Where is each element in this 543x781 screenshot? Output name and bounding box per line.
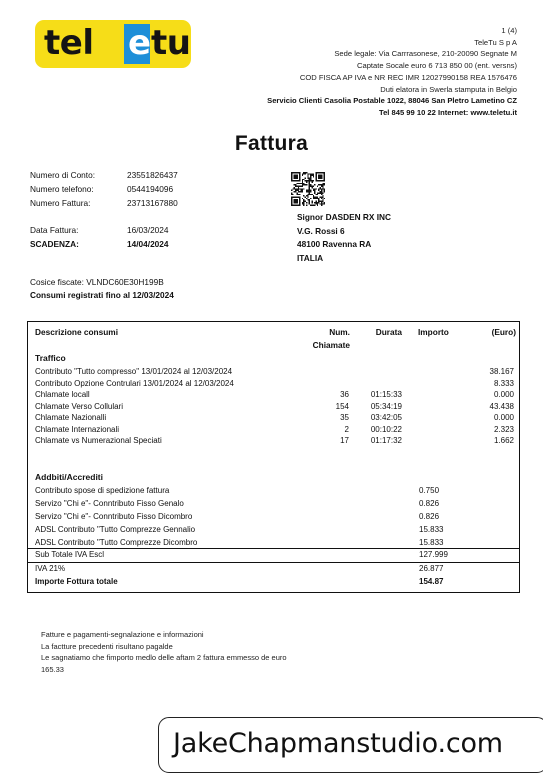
header-description: Descrizione consumi [35, 327, 118, 337]
row-description: Contributo spose di spedizione fattura [35, 486, 170, 495]
row-description: ADSL Contributo "Tutto Comprezze Gennalio [35, 525, 196, 534]
company-capital: Captate Socale euro 6 713 850 00 (ent. versns) [357, 61, 517, 71]
company-header [267, 25, 517, 119]
note-line: Fatture e pagamenti-segnalazione e informazioni [41, 630, 204, 639]
watermark-banner: JakeChapmanstudio.com [158, 717, 543, 773]
traffic-section-title: Traffico [35, 353, 66, 363]
qr-code-icon [291, 172, 325, 206]
row-description: Servizo "Chi e"- Conntributo Fisso Dicombro [35, 512, 193, 521]
logo-text-tel: tel [44, 23, 94, 63]
row-description: Chlamate locall [35, 390, 90, 399]
phone-value: 0544194096 [127, 184, 174, 194]
recipient-country: ITALIA [297, 252, 324, 263]
logo-text-tu: tu [151, 23, 191, 63]
vat-divider [28, 562, 519, 563]
total-value: 154.87 [419, 577, 444, 586]
invoice-number-row [30, 196, 178, 210]
due-row [30, 237, 169, 251]
account-label: Numero di Conto: [30, 170, 96, 180]
row-duration: 05:34:19 [370, 401, 402, 411]
consumption-table [27, 321, 520, 593]
row-description: Contributo "Tutto compresso" 13/01/2024 al 12/03/2024 [35, 367, 233, 376]
fiscal-info [30, 276, 174, 302]
fiscal-code: Cosice fiscate: VLNDC60E30H199B [30, 277, 164, 287]
company-printed: Duti elatora in Swerla stamputa in Belgio [380, 84, 517, 94]
date-label: Data Fattura: [30, 225, 79, 235]
teletu-logo [35, 20, 191, 68]
date-info [30, 223, 169, 251]
subtotal-label: Sub Totale IVA Escl [35, 550, 105, 559]
row-euro: 8.333 [493, 378, 514, 388]
row-description: Servizo "Chi e"- Conntributo Fisso Genalo [35, 499, 184, 508]
note-line: Le sagnatiamo che fimporto medlo delle aftam 2 fattura emmesso de euro [41, 653, 287, 663]
total-label: Importe Fottura totale [35, 577, 118, 586]
row-duration: 03:42:05 [370, 413, 402, 422]
footer-notes [41, 629, 287, 676]
account-row [30, 168, 178, 182]
header-amount: Importo [418, 327, 449, 337]
invoice-number-value: 23713167880 [127, 198, 178, 208]
company-codes: COD FISCA AP IVA e NR REC IMR 12027990158 REA 1576476 [299, 72, 517, 82]
row-euro: 0.000 [493, 390, 514, 399]
logo-text-e: e [128, 23, 151, 63]
company-contact: Tel 845 99 10 22 Internet: www.teletu.it [379, 107, 517, 117]
row-duration: 01:15:33 [370, 390, 402, 399]
subtotal-divider [28, 548, 519, 549]
company-service: Servicio Clienti Casolia Postable 1022, 88046 San Pletro Lametino CZ [267, 96, 517, 106]
date-value: 16/03/2024 [127, 225, 169, 235]
row-description: ADSL Contributo "Tutto Comprezze Dicombro [35, 538, 198, 547]
row-description: Chlamate Internazionali [35, 424, 120, 434]
page-number: 1 (4) [501, 26, 517, 35]
note-line: 165.33 [41, 665, 64, 675]
note-line: La factture precedenti risultano pagalde [41, 641, 173, 651]
row-num: 154 [335, 401, 349, 411]
recipient-name: Signor DASDEN RX INC [297, 212, 392, 222]
recipient-street: V.G. Rossi 6 [297, 225, 345, 236]
header-euro: (Euro) [491, 327, 516, 337]
row-description: Chlamate vs Numerazional Speciati [35, 436, 162, 445]
row-euro: 0.000 [493, 413, 514, 422]
row-euro: 1.662 [493, 436, 514, 445]
row-euro: 2.323 [493, 424, 514, 434]
phone-label: Numero telefono: [30, 184, 94, 194]
row-amount: 0.750 [419, 486, 440, 495]
account-value: 23551826437 [127, 170, 178, 180]
invoice-number-label: Numero Fattura: [30, 198, 91, 208]
row-amount: 15.833 [419, 525, 444, 534]
row-amount: 0.826 [419, 499, 440, 508]
subtotal-value: 127.999 [419, 550, 448, 559]
due-value: 14/04/2024 [127, 239, 169, 249]
company-name: TeleTu S p A [474, 37, 517, 47]
header-duration: Durata [375, 327, 402, 337]
phone-row [30, 182, 178, 196]
due-label: SCADENZA: [30, 239, 79, 249]
row-duration: 01:17:32 [370, 436, 402, 445]
recipient-address [297, 211, 391, 265]
row-num: 2 [344, 424, 349, 434]
row-description: Contributo Opzione Contrulari 13/01/2024 al 12/03/2024 [35, 378, 234, 388]
date-row [30, 223, 169, 237]
account-info [30, 168, 178, 210]
company-seat: Sede legale: Via Carrrasonese, 210-20090 Segnate M [334, 49, 517, 59]
row-duration: 00:10:22 [370, 424, 402, 434]
charges-section-title: Addbiti/Accrediti [35, 472, 104, 482]
row-description: Chlamate Verso Collulari [35, 401, 124, 411]
header-num: Num. [329, 327, 350, 337]
vat-label: IVA 21% [35, 564, 66, 573]
vat-value: 26.877 [419, 564, 444, 573]
row-amount: 15.833 [419, 538, 444, 547]
recipient-city: 48100 Ravenna RA [297, 239, 372, 250]
header-calls: Chiamate [312, 340, 350, 350]
row-euro: 38.167 [489, 367, 514, 376]
row-euro: 43.438 [489, 401, 514, 411]
consumption-period: Consumi registrati fino al 12/03/2024 [30, 290, 174, 300]
row-num: 36 [340, 390, 349, 399]
row-amount: 0.826 [419, 512, 440, 521]
invoice-title: Fattura [234, 132, 309, 155]
row-num: 17 [340, 436, 349, 445]
row-num: 35 [340, 413, 349, 422]
row-description: Chlamate Nazionalli [35, 413, 107, 422]
